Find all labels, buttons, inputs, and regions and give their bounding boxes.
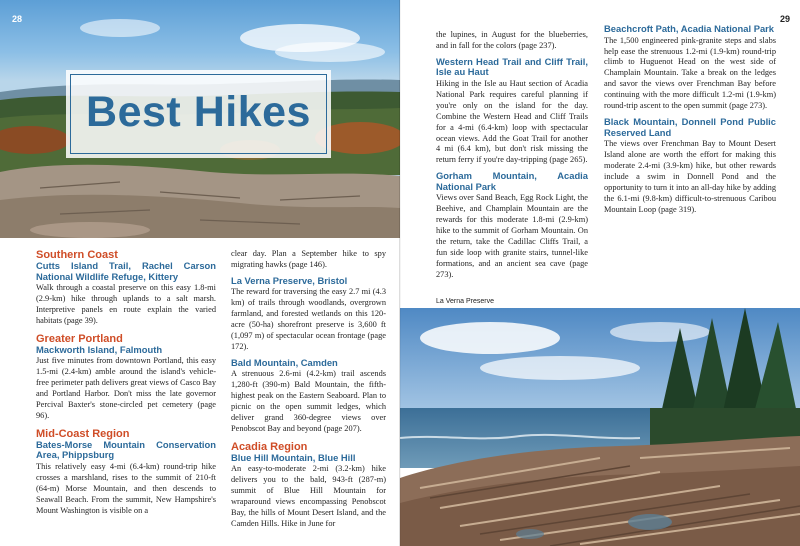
hike-heading: Mackworth Island, Falmouth: [36, 343, 163, 355]
page-number-left: 28: [12, 14, 23, 24]
hike-heading: Cutts Island Trail, Rachel Carson National Wildlife Refuge, Kittery: [36, 260, 216, 282]
hike-description: Views over Sand Beach, Egg Rock Light, the Beehive, and Champlain Mountain are the rewards for this moderate 1.8-mi (2.9-km) hike to the summit of Gorham Mountain. On the return, take the Cadillac Cliffs Trail, a fun side loop with granite stairs, tunnel-like formations, and an ancient sea cave (page 273).: [436, 193, 588, 279]
hike-description: An easy-to-moderate 2-mi (3.2-km) hike delivers you to the bald, 943-ft (287-m) summit of Blue Hill Mountain for wraparound views encompassing Penobscot Bay, the hills of Mount Desert Island, and the Camden Hills. Hike in June for: [231, 464, 386, 528]
hike-description: A strenuous 2.6-mi (4.2-km) trail ascends 1,280-ft (390-m) Bald Mountain, the fifth-highest peak on the Eastern Seaboard. Plan to picnic on the open summit ledges, which deliver grand 360-degree views over Penobscot Bay and beyond (page 207).: [231, 369, 386, 433]
left-column-1: [36, 249, 216, 517]
left-column-2: [231, 249, 386, 530]
title-box: [66, 70, 331, 158]
page-title: Best Hikes: [86, 88, 311, 136]
region-heading: Southern Coast: [36, 249, 118, 261]
hike-heading: Western Head Trail and Cliff Trail, Isle au Haut: [436, 55, 588, 78]
hike-description: The 1,500 engineered pink-granite steps and slabs help ease the strenuous 1.2-mi (1.9-km) round-trip climb to Huguenot Head on the west side of Champlain Mountain. Take a break on the ledges and savor the views over Frenchman Bay before continuing with the more difficult 1.2-mi (1.9-km) round-trip ascent to the open summit (page 273).: [604, 35, 776, 111]
hike-heading: Gorham Mountain, Acadia National Park: [436, 170, 588, 192]
photo-caption: La Verna Preserve: [436, 298, 494, 305]
hike-description: The views over Frenchman Bay to Mount Desert Island alone are worth the effort for making this moderate 2.4-mi (3.9-km) hike, but other rewards include a swim in Donnell Pond and the opportunity to turn it into an all-day hike by adding the 6.1-mi (9.8-km) difficult-to-strenuous Caribou Mountain Loop (page 319).: [604, 139, 776, 214]
hike-heading: La Verna Preserve, Bristol: [231, 274, 348, 286]
hike-heading: Blue Hill Mountain, Blue Hill: [231, 451, 356, 463]
hero-photo: [0, 0, 400, 238]
hike-description: Walk through a coastal preserve on this easy 1.8-mi (2.9-km) hike through uplands to a salt marsh. Interpretive panels en route explain the varied habitats (page 39).: [36, 283, 216, 325]
page-number-right: 29: [779, 14, 790, 24]
right-column-2: [604, 24, 776, 215]
hike-description: Hiking in the Isle au Haut section of Acadia National Park requires careful planning if you're only on the island for the day. Combine the Western Head and Cliff Trails for a 4-mi (6.4-km) loop with spectacular ocean views. Add the Goat Trail for another 4 mi (6.4 km), but don't risk missing the return ferry if you're day-tripping (page 265).: [436, 79, 588, 165]
book-gutter: [399, 0, 401, 546]
hike-description: clear day. Plan a September hike to spy migrating hawks (page 146).: [231, 249, 386, 269]
hike-heading: Black Mountain, Donnell Pond Public Reserved Land: [604, 115, 776, 138]
hike-heading: Beachcroft Path, Acadia National Park: [604, 23, 775, 34]
hike-description: This relatively easy 4-mi (6.4-km) round-trip hike crosses a marshland, rises to the summit of 210-ft (64-m) Morse Mountain, and then descends to Seawall Beach. From the summit, New Hampshire's Mount Washington is visible on a: [36, 462, 216, 515]
hike-description: The reward for traversing the easy 2.7 mi (4.3 km) of trails through woodlands, overgrown farmland, and forested wetlands on this 120-acre (50-ha) shorefront preserve is 3,600 ft (1,097 m) of spectacular ocean frontage (page 172).: [231, 287, 386, 351]
coast-photo-illustration: [400, 308, 800, 546]
hike-heading: Bald Mountain, Camden: [231, 356, 338, 368]
right-page: [400, 0, 800, 546]
region-heading: Mid-Coast Region: [36, 427, 130, 440]
region-heading: Acadia Region: [231, 440, 308, 453]
coast-photo: [400, 308, 800, 546]
hike-heading: Bates-Morse Mountain Conservation Area, Phippsburg: [36, 438, 216, 461]
hike-description: the lupines, in August for the blueberries, and in fall for the colors (page 237).: [436, 30, 588, 50]
right-column-1: [436, 30, 588, 281]
hike-description: Just five minutes from downtown Portland, this easy 1.5-mi (2.4-km) amble around the island's vehicle-free perimeter path delivers great views of Casco Bay and Portland Harbor. Don't miss the late governor Percival Baxter's stone-circled pet cemetery (page 96).: [36, 356, 216, 420]
region-heading: Greater Portland: [36, 332, 123, 345]
